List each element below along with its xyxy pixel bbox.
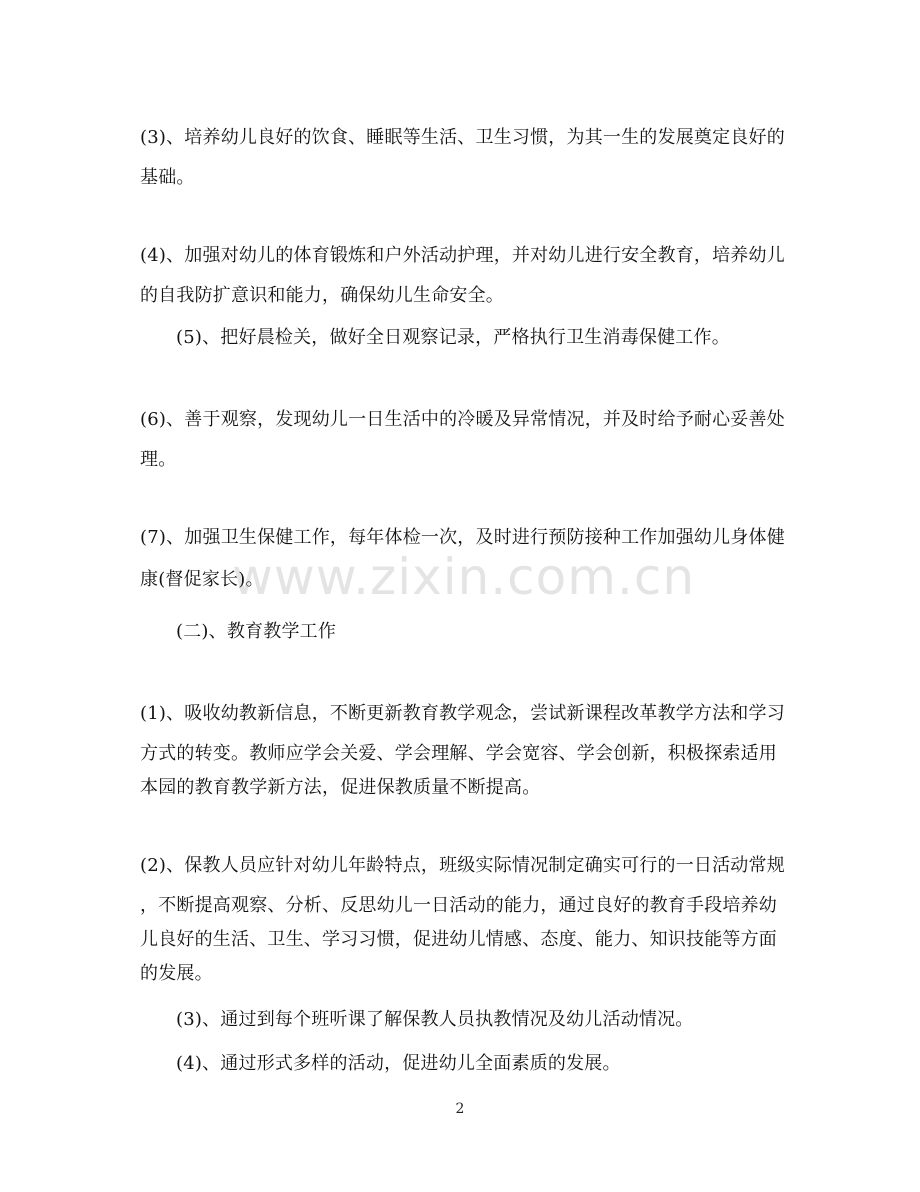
text-line: 理。 — [140, 449, 177, 470]
text-line: (3)、培养幼儿良好的饮食、睡眠等生活、卫生习惯，为其一生的发展奠定良好的 — [140, 127, 785, 148]
text-line: 基础。 — [140, 167, 195, 188]
watermark: www.zixin.com.cn — [232, 548, 696, 606]
text-line: 的自我防扩意识和能力，确保幼儿生命安全。 — [140, 285, 504, 306]
text-line: 儿良好的生活、卫生、学习习惯，促进幼儿情感、态度、能力、知识技能等方面 — [140, 929, 777, 950]
text-line: (1)、吸收幼教新信息，不断更新教育教学观念，尝试新课程改革教学方法和学习 — [140, 703, 785, 724]
text-line: (5)、把好晨检关，做好全日观察记录，严格执行卫生消毒保健工作。 — [176, 327, 730, 348]
text-line: 康(督促家长)。 — [140, 569, 264, 590]
text-line: 方式的转变。教师应学会关爱、学会理解、学会宽容、学会创新，积极探索适用 — [140, 743, 777, 764]
page-number: 2 — [455, 1101, 465, 1117]
section-heading: (二)、教育教学工作 — [176, 621, 337, 642]
text-line: 本园的教育教学新方法，促进保教质量不断提高。 — [140, 777, 541, 798]
text-line: ，不断提高观察、分析、反思幼儿一日活动的能力，通过良好的教育手段培养幼 — [140, 895, 777, 916]
text-line: (4)、通过形式多样的活动，促进幼儿全面素质的发展。 — [176, 1053, 621, 1074]
text-line: (4)、加强对幼儿的体育锻炼和户外活动护理，并对幼儿进行安全教育，培养幼儿 — [140, 245, 785, 266]
text-line: (2)、保教人员应针对幼儿年龄特点，班级实际情况制定确实可行的一日活动常规 — [140, 855, 785, 876]
text-line: (7)、加强卫生保健工作，每年体检一次，及时进行预防接种工作加强幼儿身体健 — [140, 527, 785, 548]
text-line: 的发展。 — [140, 963, 213, 984]
text-line: (6)、善于观察，发现幼儿一日生活中的冷暖及异常情况，并及时给予耐心妥善处 — [140, 409, 785, 430]
text-line: (3)、通过到每个班听课了解保教人员执教情况及幼儿活动情况。 — [176, 1009, 694, 1030]
